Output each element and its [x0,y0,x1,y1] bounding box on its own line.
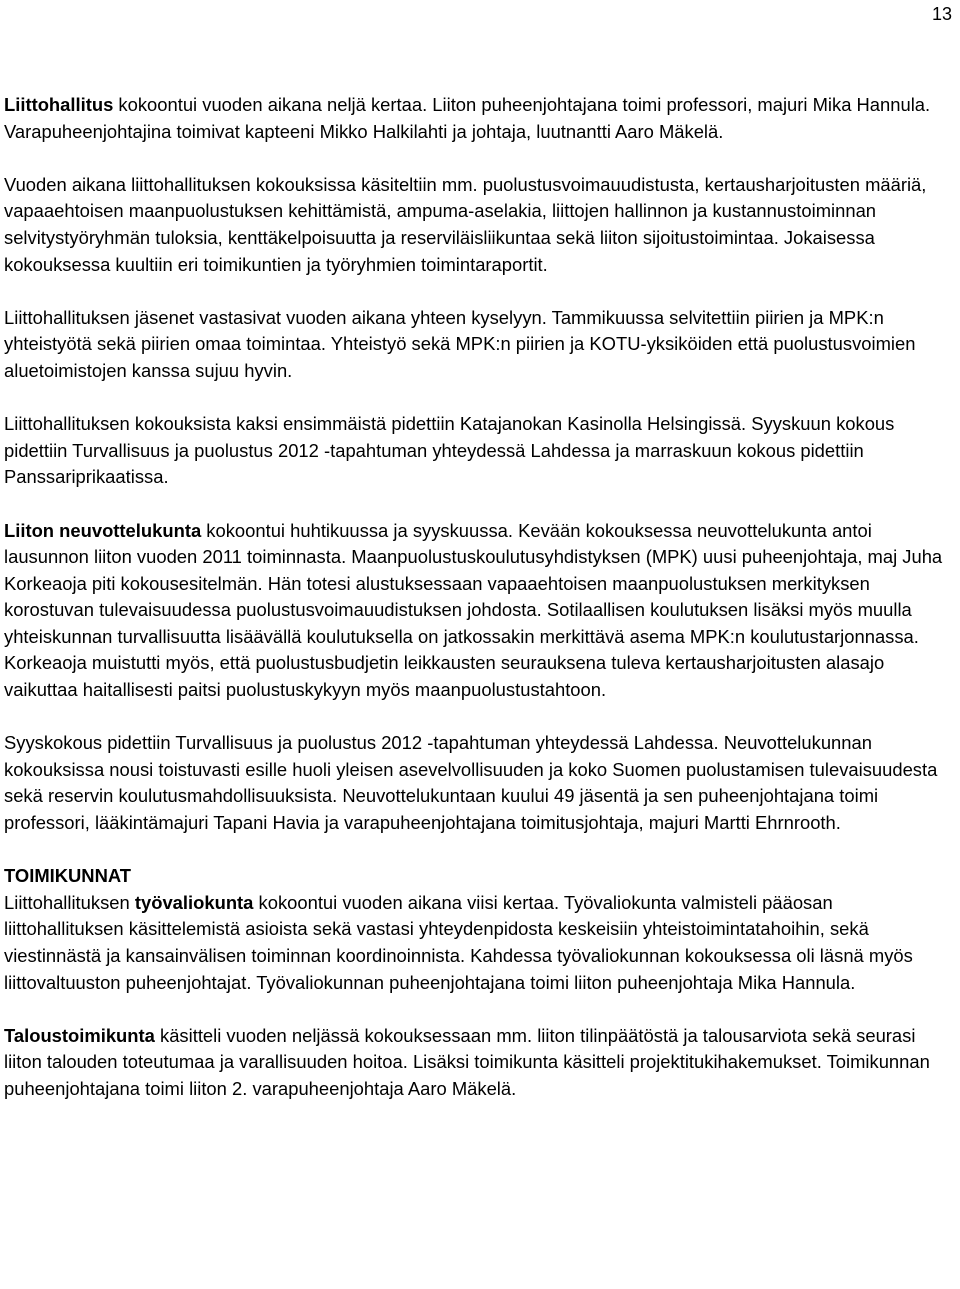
paragraph-text: kokoontui huhtikuussa ja syyskuussa. Kevään kokouksessa neuvottelukunta antoi lausunnon liiton vuoden 2011 toiminnasta. Maanpuolustuskoulutusyhdistyksen (MPK) uusi puheenjohtaja, maj Juha Korkeaoja piti kokousesitelmän. Hän totesi alustuksessaan vapaaehtoisen maanpuolustuksen merkityksen korostuvan tulevaisuudessa puolustusvoimauudistuksen johdosta. Sotilaallisen koulutuksen lisäksi myös muulla yhteiskunnan turvallisuutta lisäävällä koulutuksella on jatkossakin merkittävä asema MPK:n koulutustarjonnassa. Korkeaoja muistutti myös, että puolustusbudjetin leikkausten seurauksena tuleva kertausharjoitusten alasajo vaikuttaa haitallisesti paitsi puolustuskykyyn myös maanpuolustustahtoon. [4,519,943,701]
paragraph-tyovaliokunta [4,890,954,996]
paragraph-kokouspaikat: Liittohallituksen kokouksista kaksi ensimmäistä pidettiin Katajanokan Kasinolla Helsingissä. Syyskuun kokous pidettiin Turvallisuus ja puolustus 2012 -tapahtuman yhteydessä Lahdessa ja marraskuun kokous pidettiin Panssariprikaatissa. [4,413,895,488]
document-body [4,92,954,1103]
paragraph-text: kokoontui vuoden aikana viisi kertaa. Työvaliokunta valmisteli pääosan liittohallituksen käsittelemistä asioista sekä vastasi yhteydenpidosta keskeisiin yhteistoimintatahoihin, sekä viestinnästä ja kansainvälisen toiminnan koordinoinnista. Kahdessa työvaliokunnan kokouksessa oli läsnä myös liittovaltuuston puheenjohtajat. Työvaliokunnan puheenjohtajana toimi liiton puheenjohtaja Mika Hannula. [4,891,913,993]
paragraph-text: käsitteli vuoden neljässä kokouksessaan mm. liiton tilinpäätöstä ja talousarviota sekä seurasi liiton talouden toteutumaa ja varallisuuden hoitoa. Lisäksi toimikunta käsitteli projektitukihakemukset. Toimikunnan puheenjohtajana toimi liiton 2. varapuheenjohtaja Aaro Mäkelä. [4,1024,930,1099]
paragraph-text: kokoontui vuoden aikana neljä kertaa. Liiton puheenjohtajana toimi professori, majuri Mika Hannula. Varapuheenjohtajina toimivat kapteeni Mikko Halkilahti ja johtaja, luutnantti Aaro Mäkelä. [4,94,931,142]
paragraph-text: Liittohallituksen [4,891,135,913]
bold-term: Taloustoimikunta [4,1024,155,1046]
paragraph-taloustoimikunta [4,1023,954,1103]
page-number: 13 [931,4,952,24]
paragraph-neuvottelukunta [4,518,954,704]
paragraph-syyskokous: Syyskokous pidettiin Turvallisuus ja puolustus 2012 -tapahtuman yhteydessä Lahdessa. Neuvottelukunnan kokouksissa nousi toistuvasti esille huoli yleisen asevelvollisuuden ja koko Suomen puolustamisen tulevaisuudesta sekä reservin koulutusmahdollisuuksista. Neuvottelukuntaan kuului 49 jäsentä ja sen puheenjohtajana toimi professori, lääkintämajuri Tapani Havia ja varapuheenjohtajana toimitusjohtaja, majuri Martti Ehrnrooth. [4,732,938,834]
bold-term: Liittohallitus [4,94,114,115]
bold-term: Liiton neuvottelukunta [4,519,202,541]
paragraph-liittohallitus [4,92,954,145]
bold-term: työvaliokunta [134,891,254,913]
section-heading-toimikunnat: TOIMIKUNNAT [4,865,132,887]
paragraph-kysely: Liittohallituksen jäsenet vastasivat vuoden aikana yhteen kyselyyn. Tammikuussa selvitettiin piirien ja MPK:n yhteistyötä sekä piirien omaa toimintaa. Yhteistyö sekä MPK:n piirien ja KOTU-yksiköiden että puolustusvoimien aluetoimistojen kanssa sujuu hyvin. [4,306,916,381]
paragraph-kokousaiheet: Vuoden aikana liittohallituksen kokouksissa käsiteltiin mm. puolustusvoimauudistusta, kertausharjoitusten määriä, vapaaehtoisen maanpuolustuksen kehittämistä, ampuma-aselakia, liittojen hallinnon ja kustannustoiminnan selvitystyöryhmän tuloksia, kenttäkelpoisuutta ja reserviläisliikuntaa sekä liiton sijoitustoimintaa. Jokaisessa kokouksessa kuultiin eri toimikuntien ja työryhmien toimintaraportit. [4,173,927,275]
